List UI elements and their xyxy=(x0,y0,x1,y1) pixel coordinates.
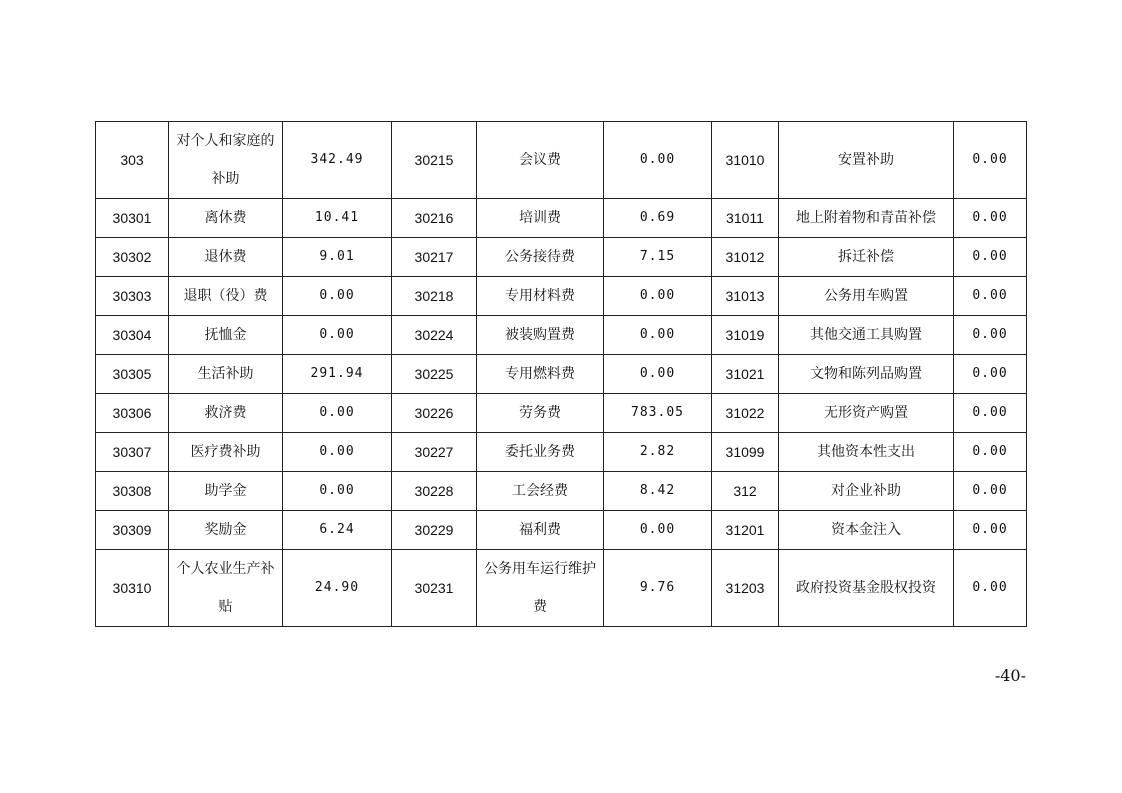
name-cell: 安置补助 xyxy=(779,122,954,199)
name-cell: 对企业补助 xyxy=(779,472,954,511)
name-cell: 资本金注入 xyxy=(779,511,954,550)
code-cell: 30218 xyxy=(392,277,477,316)
code-cell: 312 xyxy=(712,472,779,511)
amount-cell: 0.00 xyxy=(954,199,1027,238)
name-cell: 专用材料费 xyxy=(477,277,604,316)
code-cell: 30305 xyxy=(96,355,169,394)
amount-cell: 0.00 xyxy=(283,316,392,355)
name-cell: 公务用车运行维护费 xyxy=(477,550,604,627)
amount-cell: 0.00 xyxy=(954,433,1027,472)
code-cell: 31011 xyxy=(712,199,779,238)
amount-cell: 0.69 xyxy=(604,199,712,238)
amount-cell: 0.00 xyxy=(283,277,392,316)
amount-cell: 0.00 xyxy=(954,122,1027,199)
amount-cell: 0.00 xyxy=(604,511,712,550)
amount-cell: 0.00 xyxy=(954,472,1027,511)
code-cell: 30216 xyxy=(392,199,477,238)
code-cell: 30225 xyxy=(392,355,477,394)
name-cell: 培训费 xyxy=(477,199,604,238)
name-cell: 对个人和家庭的补助 xyxy=(169,122,283,199)
name-cell: 拆迁补偿 xyxy=(779,238,954,277)
code-cell: 31012 xyxy=(712,238,779,277)
code-cell: 30228 xyxy=(392,472,477,511)
table-row xyxy=(96,433,1027,472)
amount-cell: 24.90 xyxy=(283,550,392,627)
table-row xyxy=(96,199,1027,238)
amount-cell: 0.00 xyxy=(604,122,712,199)
amount-cell: 8.42 xyxy=(604,472,712,511)
code-cell: 30307 xyxy=(96,433,169,472)
name-cell: 会议费 xyxy=(477,122,604,199)
code-cell: 30306 xyxy=(96,394,169,433)
amount-cell: 783.05 xyxy=(604,394,712,433)
code-cell: 31201 xyxy=(712,511,779,550)
code-cell: 30215 xyxy=(392,122,477,199)
code-cell: 31021 xyxy=(712,355,779,394)
amount-cell: 0.00 xyxy=(283,433,392,472)
code-cell: 30224 xyxy=(392,316,477,355)
name-cell: 退职（役）费 xyxy=(169,277,283,316)
amount-cell: 9.01 xyxy=(283,238,392,277)
amount-cell: 0.00 xyxy=(283,472,392,511)
name-cell: 抚恤金 xyxy=(169,316,283,355)
code-cell: 303 xyxy=(96,122,169,199)
budget-table xyxy=(95,121,1027,627)
code-cell: 30227 xyxy=(392,433,477,472)
table-row xyxy=(96,355,1027,394)
amount-cell: 0.00 xyxy=(604,355,712,394)
code-cell: 30231 xyxy=(392,550,477,627)
table-row xyxy=(96,394,1027,433)
name-cell: 政府投资基金股权投资 xyxy=(779,550,954,627)
table-row xyxy=(96,122,1027,199)
amount-cell: 0.00 xyxy=(954,238,1027,277)
table-row xyxy=(96,316,1027,355)
name-cell: 助学金 xyxy=(169,472,283,511)
name-cell: 地上附着物和青苗补偿 xyxy=(779,199,954,238)
amount-cell: 0.00 xyxy=(954,355,1027,394)
name-cell: 无形资产购置 xyxy=(779,394,954,433)
code-cell: 31010 xyxy=(712,122,779,199)
code-cell: 31022 xyxy=(712,394,779,433)
code-cell: 30217 xyxy=(392,238,477,277)
name-cell: 劳务费 xyxy=(477,394,604,433)
amount-cell: 291.94 xyxy=(283,355,392,394)
name-cell: 离休费 xyxy=(169,199,283,238)
code-cell: 31013 xyxy=(712,277,779,316)
amount-cell: 0.00 xyxy=(283,394,392,433)
name-cell: 奖励金 xyxy=(169,511,283,550)
name-cell: 其他交通工具购置 xyxy=(779,316,954,355)
code-cell: 30229 xyxy=(392,511,477,550)
name-cell: 退休费 xyxy=(169,238,283,277)
table-row xyxy=(96,511,1027,550)
code-cell: 31203 xyxy=(712,550,779,627)
code-cell: 30308 xyxy=(96,472,169,511)
name-cell: 救济费 xyxy=(169,394,283,433)
name-cell: 委托业务费 xyxy=(477,433,604,472)
name-cell: 福利费 xyxy=(477,511,604,550)
table-body xyxy=(96,122,1027,627)
name-cell: 文物和陈列品购置 xyxy=(779,355,954,394)
amount-cell: 7.15 xyxy=(604,238,712,277)
amount-cell: 0.00 xyxy=(954,394,1027,433)
table-row xyxy=(96,238,1027,277)
code-cell: 30310 xyxy=(96,550,169,627)
amount-cell: 0.00 xyxy=(604,277,712,316)
name-cell: 工会经费 xyxy=(477,472,604,511)
code-cell: 30301 xyxy=(96,199,169,238)
amount-cell: 0.00 xyxy=(954,511,1027,550)
amount-cell: 342.49 xyxy=(283,122,392,199)
name-cell: 其他资本性支出 xyxy=(779,433,954,472)
amount-cell: 6.24 xyxy=(283,511,392,550)
code-cell: 30226 xyxy=(392,394,477,433)
amount-cell: 2.82 xyxy=(604,433,712,472)
code-cell: 30309 xyxy=(96,511,169,550)
code-cell: 30302 xyxy=(96,238,169,277)
name-cell: 医疗费补助 xyxy=(169,433,283,472)
amount-cell: 10.41 xyxy=(283,199,392,238)
table-row xyxy=(96,472,1027,511)
table-row xyxy=(96,550,1027,627)
name-cell: 公务接待费 xyxy=(477,238,604,277)
amount-cell: 9.76 xyxy=(604,550,712,627)
amount-cell: 0.00 xyxy=(604,316,712,355)
amount-cell: 0.00 xyxy=(954,277,1027,316)
amount-cell: 0.00 xyxy=(954,316,1027,355)
amount-cell: 0.00 xyxy=(954,550,1027,627)
code-cell: 31019 xyxy=(712,316,779,355)
name-cell: 生活补助 xyxy=(169,355,283,394)
name-cell: 专用燃料费 xyxy=(477,355,604,394)
name-cell: 个人农业生产补贴 xyxy=(169,550,283,627)
name-cell: 被装购置费 xyxy=(477,316,604,355)
page-number: -40- xyxy=(994,666,1026,685)
code-cell: 30303 xyxy=(96,277,169,316)
code-cell: 31099 xyxy=(712,433,779,472)
code-cell: 30304 xyxy=(96,316,169,355)
table-row xyxy=(96,277,1027,316)
name-cell: 公务用车购置 xyxy=(779,277,954,316)
